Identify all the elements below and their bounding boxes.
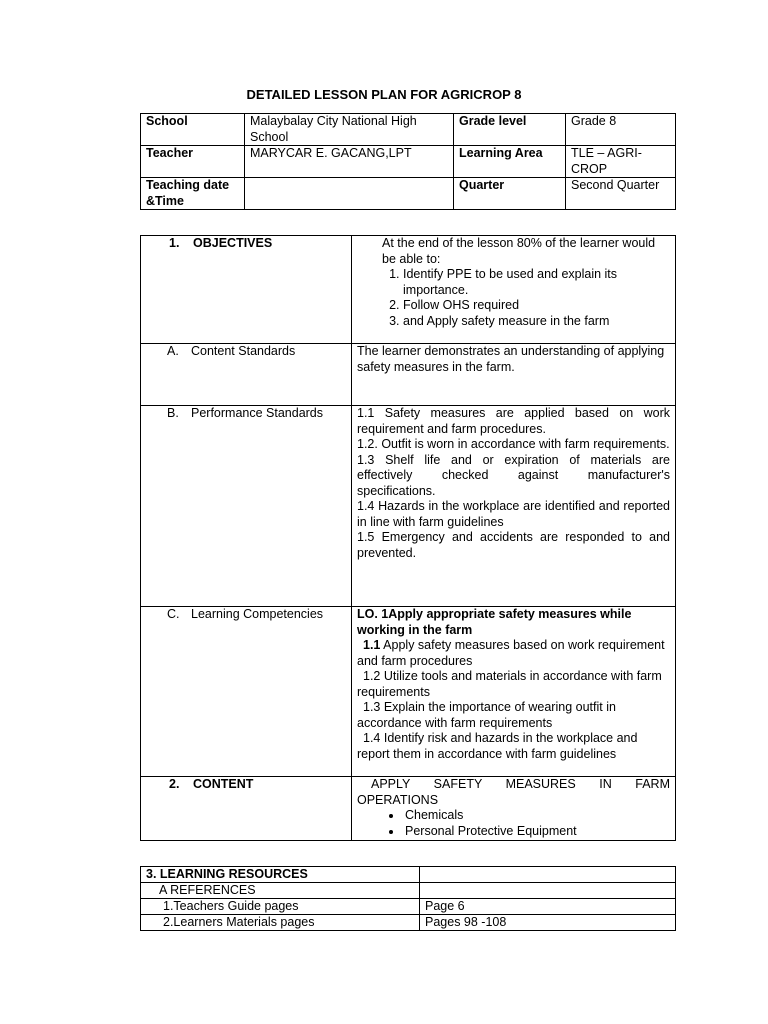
learners-materials-label: 2.Learners Materials pages [141, 915, 420, 931]
list-item: 1.3 Explain the importance of wearing outfit in accordance with farm requirements [357, 700, 616, 730]
content-standards-letter: A. [167, 344, 179, 358]
teachers-guide-label: 1.Teachers Guide pages [141, 899, 420, 915]
list-item: 1.5 Emergency and accidents are responded to and prevented. [357, 530, 670, 560]
learners-materials-value: Pages 98 -108 [420, 915, 676, 931]
list-item: • Chemicals [403, 808, 670, 824]
list-item: 1.4 Hazards in the workplace are identified and reported in line with farm guidelines [357, 499, 670, 529]
content-standards-label: Content Standards [191, 344, 296, 358]
school-value: Malaybalay City National High School [245, 114, 454, 146]
objectives-intro: At the end of the lesson 80% of the learner would be able to: [382, 236, 656, 266]
list-item [357, 638, 670, 669]
teacher-label: Teacher [141, 146, 245, 178]
competency-number: 1.1 [363, 638, 381, 652]
document-title: DETAILED LESSON PLAN FOR AGRICROP 8 [246, 87, 522, 102]
table-row [141, 915, 676, 931]
list-item: 1.1 Safety measures are applied based on work requirement and farm procedures. [357, 406, 670, 436]
objectives-label: OBJECTIVES [193, 236, 273, 250]
objectives-list [357, 267, 670, 329]
table-row [141, 178, 676, 210]
learning-competencies-letter: C. [167, 607, 180, 621]
teachers-guide-value: Page 6 [420, 899, 676, 915]
performance-standards-cell [352, 406, 676, 607]
objectives-table [140, 235, 676, 841]
table-row [141, 883, 676, 899]
teaching-date-label: Teaching date &Time [141, 178, 245, 210]
list-item: 1. Identify PPE to be used and explain its importance. [403, 267, 670, 298]
content-label: CONTENT [193, 777, 254, 791]
table-row [141, 899, 676, 915]
empty-cell [420, 867, 676, 883]
table-row [141, 146, 676, 178]
table-row [141, 236, 676, 344]
content-number: 2. [169, 777, 180, 791]
lo-title: LO. 1Apply appropriate safety measures while working in the farm [357, 607, 632, 637]
learning-area-label: Learning Area [454, 146, 566, 178]
list-item: 1.2. Outfit is worn in accordance with farm requirements. [357, 437, 670, 451]
table-row [141, 344, 676, 406]
content-heading [141, 777, 352, 841]
list-item: 1.4 Identify risk and hazards in the workplace and report them in accordance with farm guidelines [357, 731, 638, 761]
teacher-value: MARYCAR E. GACANG,LPT [245, 146, 454, 178]
content-standards-text: The learner demonstrates an understanding of applying safety measures in the farm. [352, 344, 676, 406]
learning-resources-table [140, 866, 676, 931]
learning-competencies-heading [141, 607, 352, 777]
teaching-date-value [245, 178, 454, 210]
performance-standards-heading [141, 406, 352, 607]
list-item: • Personal Protective Equipment [403, 824, 670, 840]
content-cell [352, 777, 676, 841]
learning-competencies-cell [352, 607, 676, 777]
empty-cell [420, 883, 676, 899]
list-item: 3. and Apply safety measure in the farm [403, 314, 670, 330]
table-row [141, 406, 676, 607]
objectives-cell [352, 236, 676, 344]
quarter-value: Second Quarter [566, 178, 676, 210]
grade-level-label: Grade level [454, 114, 566, 146]
content-text: APPLY SAFETY MEASURES IN FARM OPERATIONS [357, 777, 670, 807]
content-standards-heading [141, 344, 352, 406]
school-label: School [141, 114, 245, 146]
learning-area-value: TLE – AGRI-CROP [566, 146, 676, 178]
lesson-info-table [140, 113, 676, 210]
learning-resources-title: 3. LEARNING RESOURCES [141, 867, 420, 883]
references-label: A REFERENCES [141, 883, 420, 899]
table-row [141, 777, 676, 841]
table-row [141, 607, 676, 777]
grade-level-value: Grade 8 [566, 114, 676, 146]
learning-competencies-label: Learning Competencies [191, 607, 324, 621]
list-item: 1.2 Utilize tools and materials in accordance with farm requirements [357, 669, 662, 699]
competency-text: Apply safety measures based on work requirement and farm procedures [357, 638, 665, 668]
list-item: 1.3 Shelf life and or expiration of materials are effectively checked against manufacturer's specifications. [357, 452, 670, 498]
objectives-heading [141, 236, 352, 344]
performance-standards-label: Performance Standards [191, 406, 324, 420]
content-bullets [357, 808, 670, 839]
table-row [141, 867, 676, 883]
performance-standards-letter: B. [167, 406, 179, 420]
objectives-number: 1. [169, 236, 180, 250]
quarter-label: Quarter [454, 178, 566, 210]
list-item: 2. Follow OHS required [403, 298, 670, 314]
table-row [141, 114, 676, 146]
